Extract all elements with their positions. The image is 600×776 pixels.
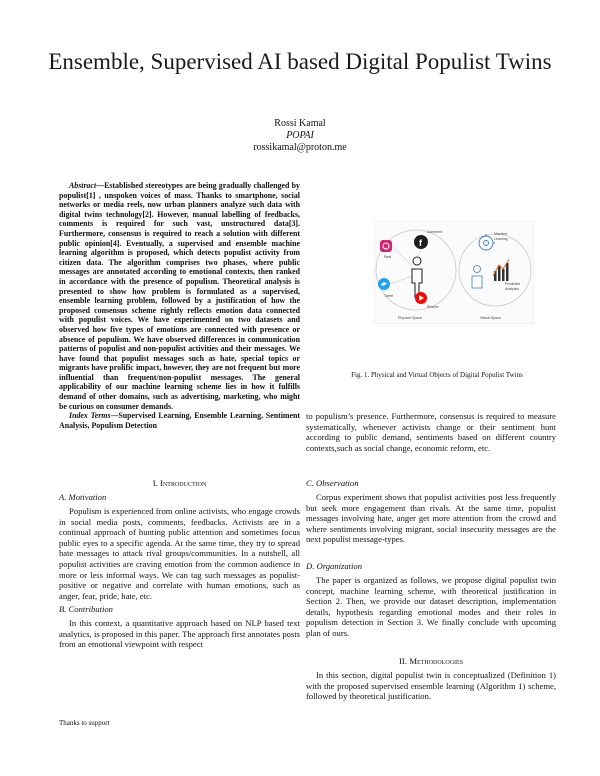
figure-1-caption: Fig. 1. Physical and Virtual Objects of Digital Populist Twins [351,371,523,379]
contribution-section [59,604,300,615]
section-2-body [306,670,556,702]
section-2 [306,656,556,667]
label-pred-2: Analytics [505,287,520,291]
author-email: rossikamal@proton.me [253,142,347,153]
label-ml-2: Learning [494,237,508,241]
label-reel: Reel [384,255,392,259]
author-name: Rossi Kamal [274,118,326,129]
youtube-icon [415,292,427,304]
figure-1-diagram [374,221,534,324]
contribution-text: In this context, a quantitative approach based on NLP based text analytics, is proposed in this paper. The approach first annotates posts from an emotional viewpoint with respect [59,618,300,650]
section-1-heading: I. Introduction [152,478,207,488]
facebook-icon [414,235,428,249]
section-2-heading: II. Methodologies [398,656,464,666]
label-comment: Comment [427,230,443,234]
motivation-text: Populism is experienced from online activists, who engage crowds in social media posts, comments, feedbacks. Activists are in a continual approach of hunting public attention and sometimes focus public eyes to a specific agenda. At the same time, they try to spread hate messages to attack rival groups/communities. In a nutshell, all populist activities are craving emotion from the common audience in more or less informal ways. We can tag such messages as populist- positive or negative and correlate with human emotions, such as anger, fear, pride, hate, etc. [59,506,300,601]
paper-title: Ensemble, Supervised AI based Digital Populist Twins [48,49,552,74]
twitter-icon [378,278,390,290]
motivation-section [59,492,300,503]
observation-body [306,492,556,545]
organization-heading: D. Organization [306,561,363,571]
contribution-body [59,618,300,650]
abstract-block [59,181,300,430]
label-virtual-space: Virtual Space [480,316,501,320]
observation-heading: C. Observation [306,478,359,488]
index-terms-text: —Supervised Learning, Ensemble Learning, Sentiment Analysis, Populism Detection [59,411,300,430]
abstract-lead: Abstract [69,181,97,190]
label-ml-1: Machine [494,232,508,236]
motivation-heading: A. Motivation [59,492,107,502]
right-paragraph-1: to populism’s presence. Furthermore, consensus is required to measure systematically, whenever activists change or their sentiment hunt according to public demand, sentiments based on different country contexts,such as social change, economic reform, etc. [306,411,556,453]
organization-section [306,561,556,572]
label-physical-space: Physical Space [398,316,422,320]
organization-text: The paper is organized as follows, we propose digital populist twin concept, machine learning scheme, with theoretical justification in Section 2. Then, we provide our dataset description, implementation details, hypothesis regarding emotional modes and their roles in populism detection in Section 3. We finally conclude with upcoming plan of ours. [306,575,556,638]
section-2-text: In this section, digital populist twin is conceptualized (Definition 1) with the proposed supervised ensemble learning (Algorithm 1) scheme, followed by theoretical justification. [306,670,556,702]
svg-text:f: f [419,238,422,248]
index-terms-lead: Index Terms [69,411,111,421]
contribution-heading: B. Contribution [59,604,113,614]
label-pred-1: Predictive [505,282,521,286]
instagram-icon [380,240,392,252]
abstract-text: —Established stereotypes are being gradually challenged by populist[1] , unspoken voices of mass. Thanks to smartphone, social networks or media reels, now urban planners analyze such data with digital twins technology[2]. However, manual labelling of feedbacks, comments is required for such vast, unstructured data[3]. Furthermore, consensus is required to reach a solution with different public opinion[4]. Eventually, a supervised and ensemble machine learning algorithm is proposed, which detects populist activity from citizen data. The algorithm comprises two phases, where public messages are annotated according to emotional contexts, then ranked in accordance with the presence of populism. Theoretical analysis is presented to show how problem is formulated as a supervised, ensemble learning problem, followed by a justification of how the proposed consensus scheme rightly reflects emotion data connected with populist voices. We have experimented on two datasets and observed how five types of emotions are connected with presence or absence of populism. We have observed differences in communication patterns of populist and non-populist activities and their messages. We have found that populist messages such as hate, special topics or migrants have prolific impact, however, they are not frequent but more influential than frequent/non-populist messages. The general applicability of our machine learning scheme lies in how it fulfills demand of other domains, such as advertising, marketing, who might be curious on consumer demands. [59,181,300,411]
observation-text: Corpus experiment shows that populist activities post less frequently but seek more engagement than rivals. At the same time, populist messages involving hate, anger get more attention from the crowd and where sentiments involving migrant, social insecurity messages are the next populist message-types. [306,492,556,545]
organization-body [306,575,556,639]
label-review: Review [427,305,439,309]
figure-frame [374,221,534,324]
right-continuation [306,411,556,453]
motivation-body [59,506,300,601]
left-column [59,478,300,489]
observation-section [306,478,556,489]
author-affiliation: POPAI [286,130,314,141]
label-tweet: Tweet [384,294,394,298]
footnote: Thanks to support [59,719,110,727]
